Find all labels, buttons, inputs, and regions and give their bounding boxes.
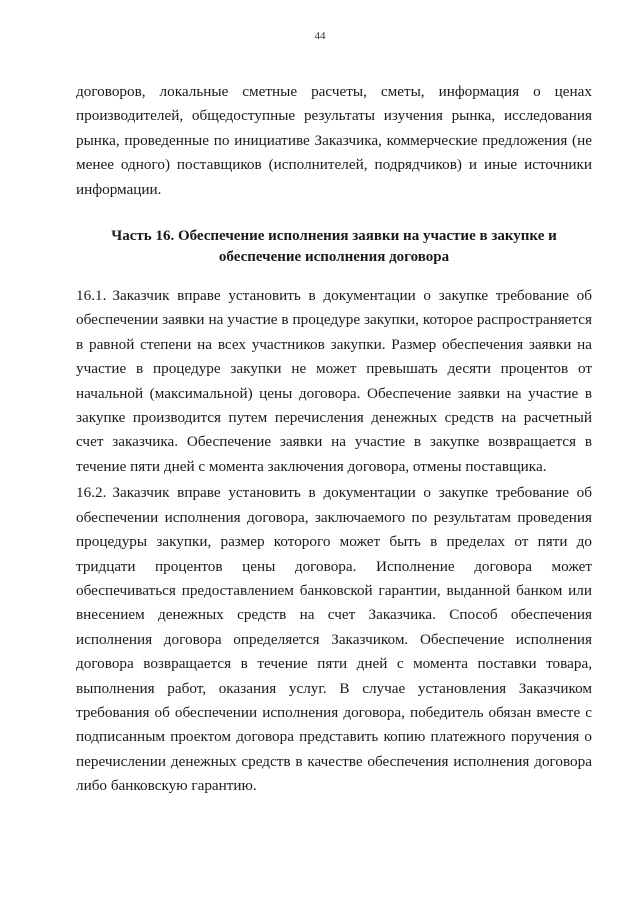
- page-number: 44: [314, 30, 326, 42]
- section-title-line-1: Часть 16. Обеспечение исполнения заявки на участие в закупке и: [111, 228, 557, 245]
- clause-16-1: [76, 284, 592, 479]
- section-heading: [76, 226, 592, 268]
- document-body: [76, 80, 592, 799]
- intro-paragraph: договоров, локальные сметные расчеты, сметы, информация о ценах производителей, общедоступные результаты изучения рынка, исследования рынка, проведенные по инициативе Заказчика, коммерческие предложения (не менее одного) поставщиков (исполнителей, подрядчиков) и иные источники информации.: [76, 83, 592, 198]
- clause-text: Заказчик вправе установить в документации о закупке требование об обеспечении заявки на участие в процедуре закупки, которое распространяется в равной степени на всех участников закупки. Размер обеспечения заявки на участие в процедуре закупки не может превышать десяти процентов от начальной (максимальной) цены договора. Обеспечение заявки на участие в закупке производится путем перечисления денежных средств на расчетный счет заказчика. Обеспечение заявки на участие в закупке возвращается в течение пяти дней с момента заключения договора, отмены поставщика.: [76, 287, 592, 475]
- clause-number: 16.1.: [76, 287, 107, 305]
- clause-number: 16.2.: [76, 484, 107, 502]
- clause-16-2: [76, 481, 592, 798]
- section-title-line-2: обеспечение исполнения договора: [218, 249, 450, 266]
- clause-text: Заказчик вправе установить в документации о закупке требование об обеспечении исполнения договора, заключаемого по результатам проведения процедуры закупки, размер которого может быть в пределах от пяти до тридцати процентов цены договора. Исполнение договора может обеспечиваться предоставлением банковской гарантии, выданной банком или внесением денежных средств на счет Заказчика. Способ обеспечения исполнения договора определяется Заказчиком. Обеспечение исполнения договора возвращается в течение пяти дней с момента поставки товара, выполнения работ, оказания услуг. В случае установления Заказчиком требования об обеспечении исполнения договора, победитель обязан вместе с подписанным проектом договора представить копию платежного поручения о перечислении денежных средств в качестве обеспечения исполнения договора либо банковскую гарантию.: [76, 484, 592, 795]
